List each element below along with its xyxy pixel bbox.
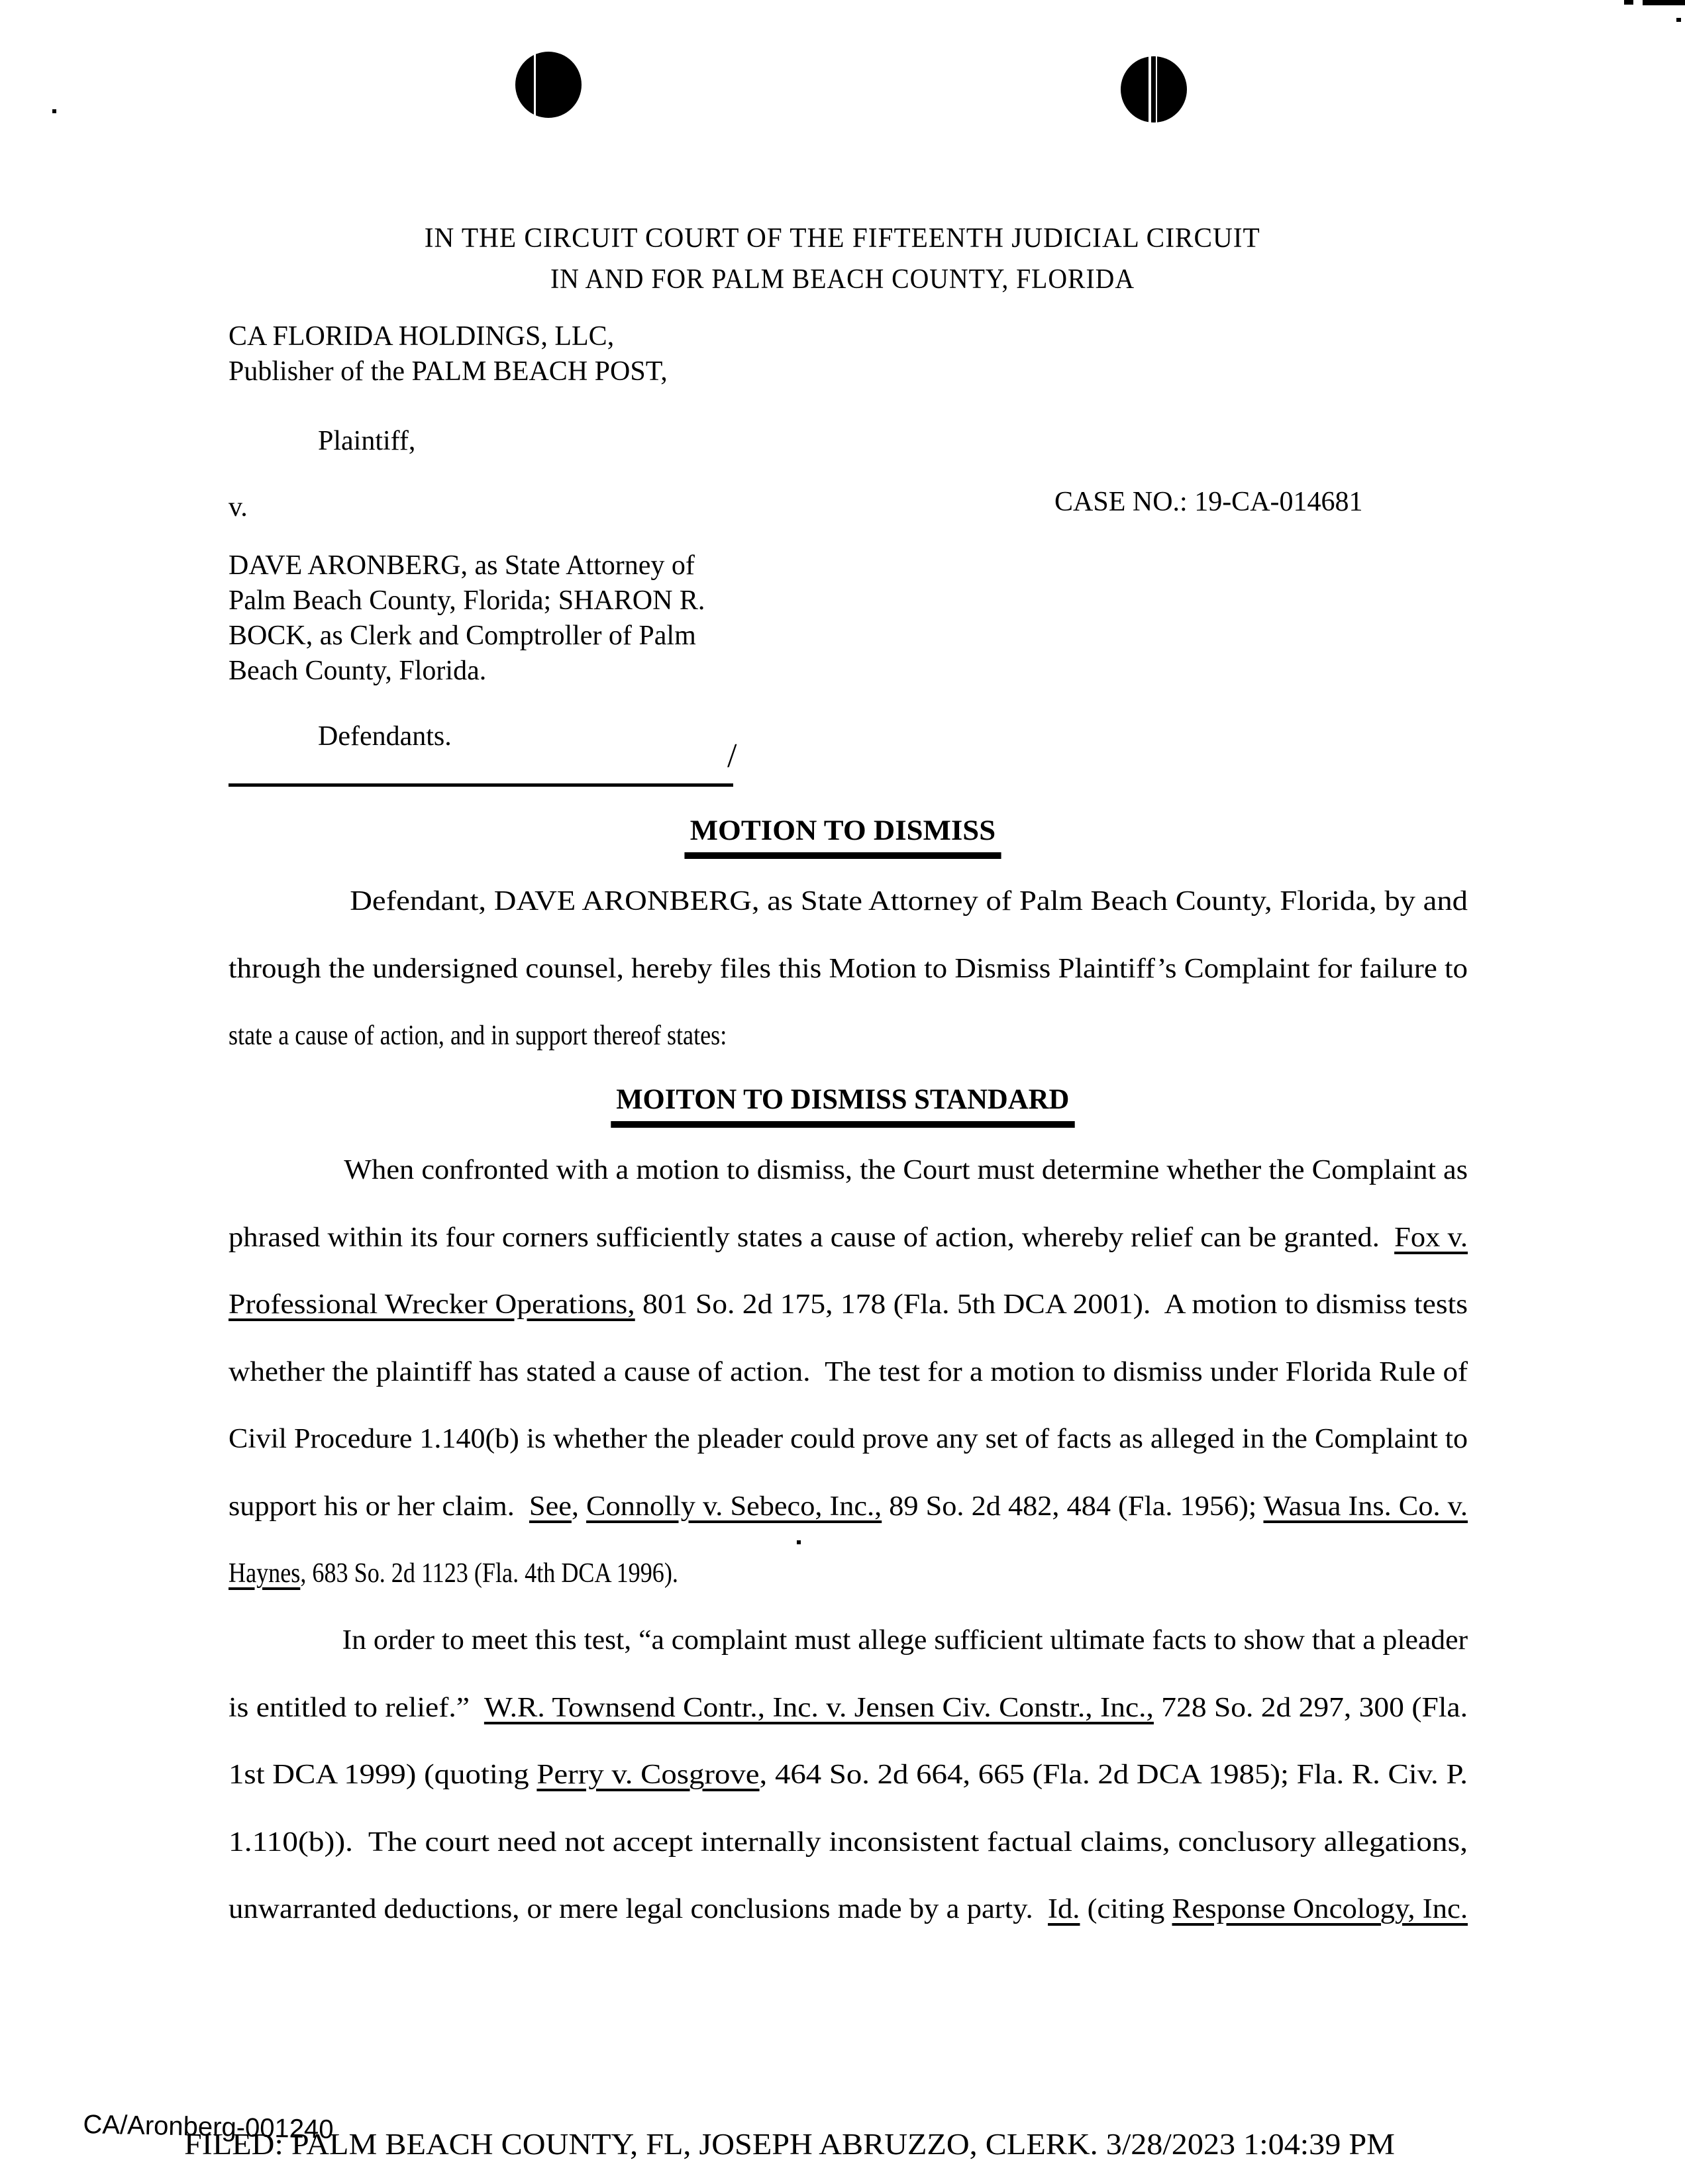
scan-artifact-corner-mark	[1624, 0, 1633, 5]
versus-mark: v.	[229, 492, 248, 522]
court-header-line-2: IN AND FOR PALM BEACH COUNTY, FLORIDA	[550, 264, 1135, 295]
bates-number: CA/Aronberg-001240	[83, 2110, 334, 2144]
body-text-line	[229, 1422, 1468, 1490]
citation-text: Professional Wrecker Operations,	[229, 1289, 635, 1320]
body-text: ,	[571, 1491, 587, 1522]
body-text-line	[229, 885, 1468, 952]
citation-text: Connolly v. Sebeco, Inc.,	[586, 1491, 882, 1522]
body-text-line	[229, 1019, 1468, 1087]
body-text: , 683 So. 2d 1123 (Fla. 4th DCA 1996).	[300, 1558, 678, 1589]
defendant-line: Palm Beach County, Florida; SHARON R.	[229, 585, 705, 616]
body-text: , 464 So. 2d 664, 665 (Fla. 2d DCA 1985); Fla. R. Civ. P.	[759, 1760, 1468, 1790]
filed-stamp: FILED: PALM BEACH COUNTY, FL, JOSEPH ABRUZZO, CLERK. 3/28/2023 1:04:39 PM	[184, 2128, 1395, 2161]
intro-paragraph	[229, 885, 1468, 1087]
plaintiff-description: Publisher of the PALM BEACH POST,	[229, 356, 668, 387]
body-text-line	[229, 1826, 1468, 1893]
punch-hole-mark-right	[1121, 56, 1187, 123]
plaintiff-designation: Plaintiff,	[318, 426, 416, 456]
defendant-block	[229, 548, 705, 689]
scan-artifact-corner-line	[1643, 0, 1685, 5]
citation-text: Wasua Ins. Co. v.	[1263, 1491, 1468, 1522]
body-text: through the undersigned counsel, hereby files this Motion to Dismiss Plaintiff’s Complaint for failure to	[229, 953, 1468, 984]
pleading-test-paragraph	[229, 1624, 1468, 1960]
body-text-line	[229, 952, 1468, 1020]
citation-text: W.R. Townsend Contr., Inc. v. Jensen Civ. Constr., Inc.,	[484, 1692, 1154, 1723]
body-text-line	[229, 1154, 1468, 1221]
body-text: unwarranted deductions, or mere legal conclusions made by a party.	[229, 1894, 1048, 1924]
citation-text: Haynes	[229, 1558, 301, 1589]
defendant-line: BOCK, as Clerk and Comptroller of Palm	[229, 620, 696, 651]
body-text: 801 So. 2d 175, 178 (Fla. 5th DCA 2001). A motion to dismiss tests	[635, 1289, 1468, 1320]
body-text: whether the plaintiff has stated a cause of action. The test for a motion to dismiss under Florida Rule of	[229, 1356, 1468, 1387]
citation-text: Response Oncology, Inc.	[1172, 1894, 1468, 1924]
defendant-line: Beach County, Florida.	[229, 656, 487, 686]
punch-hole-mark-left	[515, 52, 582, 118]
standard-heading: MOITON TO DISMISS STANDARD	[0, 1083, 1685, 1128]
body-text: Civil Procedure 1.140(b) is whether the pleader could prove any set of facts as alleged in the Complaint to	[229, 1424, 1468, 1454]
defendant-line: DAVE ARONBERG, as State Attorney of	[229, 550, 695, 581]
court-header-line-1: IN THE CIRCUIT COURT OF THE FIFTEENTH JUDICIAL CIRCUIT	[424, 223, 1260, 254]
body-text-line	[229, 1557, 1468, 1624]
body-text-line	[229, 1288, 1468, 1356]
body-text-line	[229, 1758, 1468, 1826]
caption-separator-line	[229, 783, 733, 787]
body-text-line	[229, 1221, 1468, 1289]
body-text: 1st DCA 1999) (quoting	[229, 1760, 537, 1790]
caption-close-slash: /	[727, 737, 737, 775]
body-text: support his or her claim.	[229, 1491, 529, 1522]
citation-text: Fox v.	[1394, 1222, 1468, 1253]
case-number: CASE NO.: 19-CA-014681	[1054, 487, 1363, 517]
body-text: state a cause of action, and in support thereof states:	[229, 1020, 727, 1051]
body-text-line	[229, 1893, 1468, 1960]
body-text: (citing	[1080, 1894, 1172, 1924]
body-text: Defendant, DAVE ARONBERG, as State Attorney of Palm Beach County, Florida, by and	[350, 886, 1468, 917]
motion-title: MOTION TO DISMISS	[0, 815, 1685, 859]
body-text: 728 So. 2d 297, 300 (Fla.	[1153, 1692, 1468, 1723]
body-text-line	[229, 1624, 1468, 1691]
plaintiff-block	[229, 319, 668, 389]
body-text: phrased within its four corners sufficiently states a cause of action, whereby relief can be granted.	[229, 1222, 1395, 1253]
body-text-line	[229, 1691, 1468, 1759]
citation-text: Id.	[1048, 1894, 1080, 1924]
defendant-designation: Defendants.	[318, 721, 452, 752]
body-text: When confronted with a motion to dismiss, the Court must determine whether the Complaint as	[344, 1155, 1468, 1185]
body-text-line	[229, 1490, 1468, 1558]
body-text-line	[229, 1356, 1468, 1423]
body-text: In order to meet this test, “a complaint must allege sufficient ultimate facts to show that a pleader	[342, 1625, 1468, 1656]
body-text: is entitled to relief.”	[229, 1692, 484, 1723]
citation-text: Perry v. Cosgrove	[536, 1760, 760, 1790]
citation-text: See	[529, 1491, 572, 1522]
standard-paragraph	[229, 1154, 1468, 1624]
scan-artifact-speck	[52, 109, 56, 113]
body-text: 89 So. 2d 482, 484 (Fla. 1956);	[882, 1491, 1264, 1522]
scan-artifact-speck	[1676, 18, 1681, 22]
body-text: 1.110(b)). The court need not accept internally inconsistent factual claims, conclusory allegations,	[229, 1826, 1468, 1858]
plaintiff-name: CA FLORIDA HOLDINGS, LLC,	[229, 321, 615, 352]
